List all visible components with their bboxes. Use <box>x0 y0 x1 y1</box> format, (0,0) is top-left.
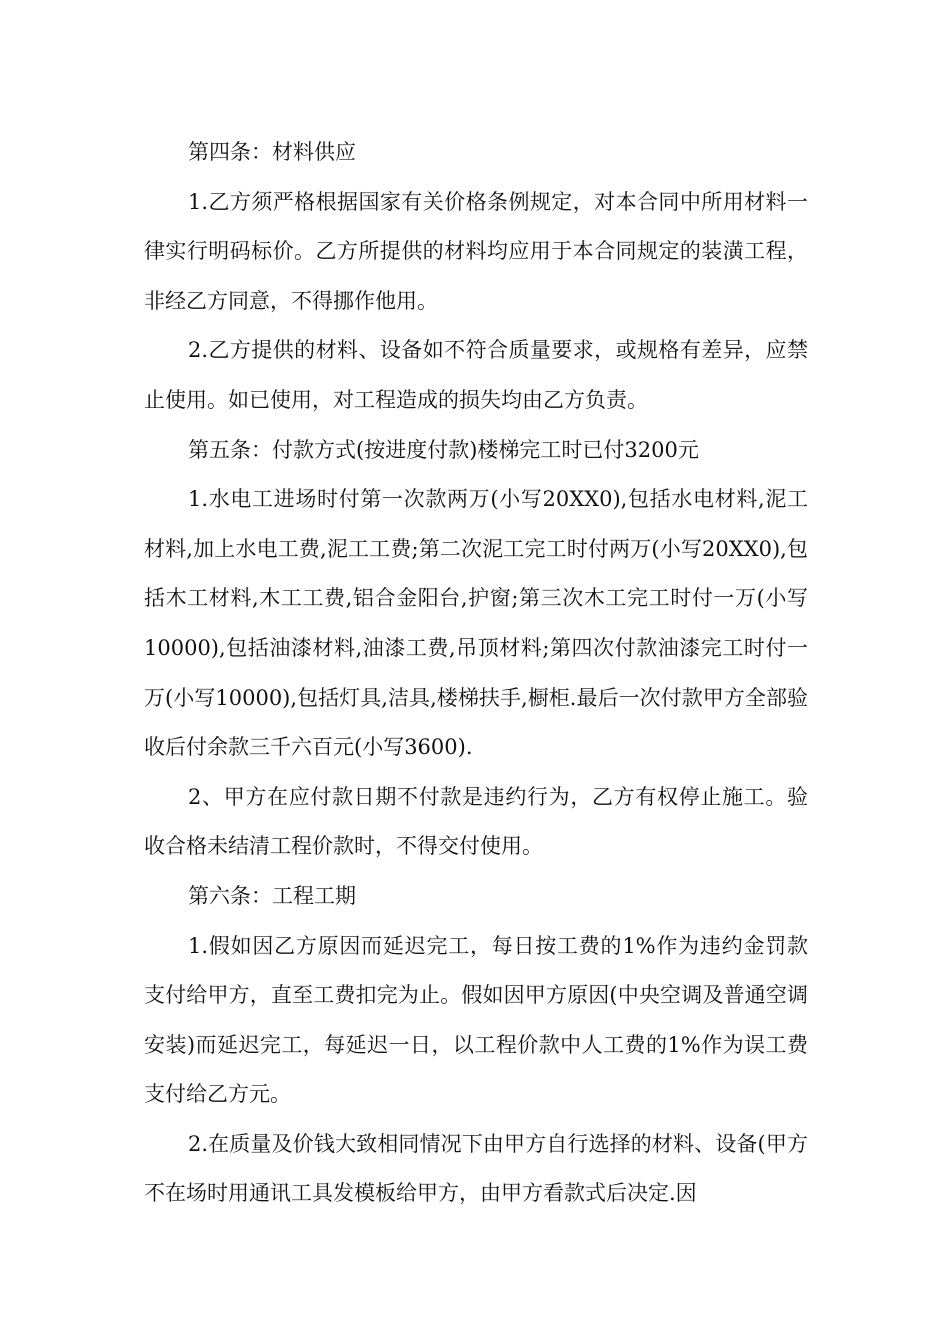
article-five-clause-1: 1.水电工进场时付第一次款两万(小写20XX0),包括水电材料,泥工材料,加上水电工费,泥工工费;第二次泥工完工时付两万(小写20XX0),包括木工材料,木工工费,铝合金阳台,护窗;第三次木工完工时付一万(小写10000),包括油漆材料,油漆工费,吊顶材料;第四次付款油漆完工时付一万(小写10000),包括灯具,洁具,楼梯扶手,橱柜.最后一次付款甲方全部验收后付余款三千六百元(小写3600). <box>144 487 808 760</box>
article-four-heading: 第四条：材料供应 <box>188 140 356 164</box>
article-six-heading: 第六条：工程工期 <box>188 883 356 908</box>
document-body <box>144 128 808 1219</box>
article-six-clause-2: 2.在质量及价钱大致相同情况下由甲方自行选择的材料、设备(甲方不在场时用通讯工具发模板给甲方，由甲方看款式后决定.因 <box>144 1131 808 1206</box>
article-four-clause-1: 1.乙方须严格根据国家有关价格条例规定，对本合同中所用材料一律实行明码标价。乙方所提供的材料均应用于本合同规定的装潢工程，非经乙方同意，不得挪作他用。 <box>144 189 808 313</box>
article-four-clause-2: 2.乙方提供的材料、设备如不符合质量要求，或规格有差异，应禁止使用。如已使用，对工程造成的损失均由乙方负责。 <box>144 338 808 412</box>
article-five-heading: 第五条：付款方式(按进度付款)楼梯完工时已付3200元 <box>188 437 699 462</box>
article-six-clause-1: 1.假如因乙方原因而延迟完工，每日按工费的1%作为违约金罚款支付给甲方，直至工费扣完为止。假如因甲方原因(中央空调及普通空调安装)而延迟完工，每延迟一日，以工程价款中人工费的1%作为误工费支付给乙方元。 <box>144 933 808 1107</box>
article-five-clause-2: 2、甲方在应付款日期不付款是违约行为，乙方有权停止施工。验收合格未结清工程价款时，不得交付使用。 <box>144 784 808 859</box>
